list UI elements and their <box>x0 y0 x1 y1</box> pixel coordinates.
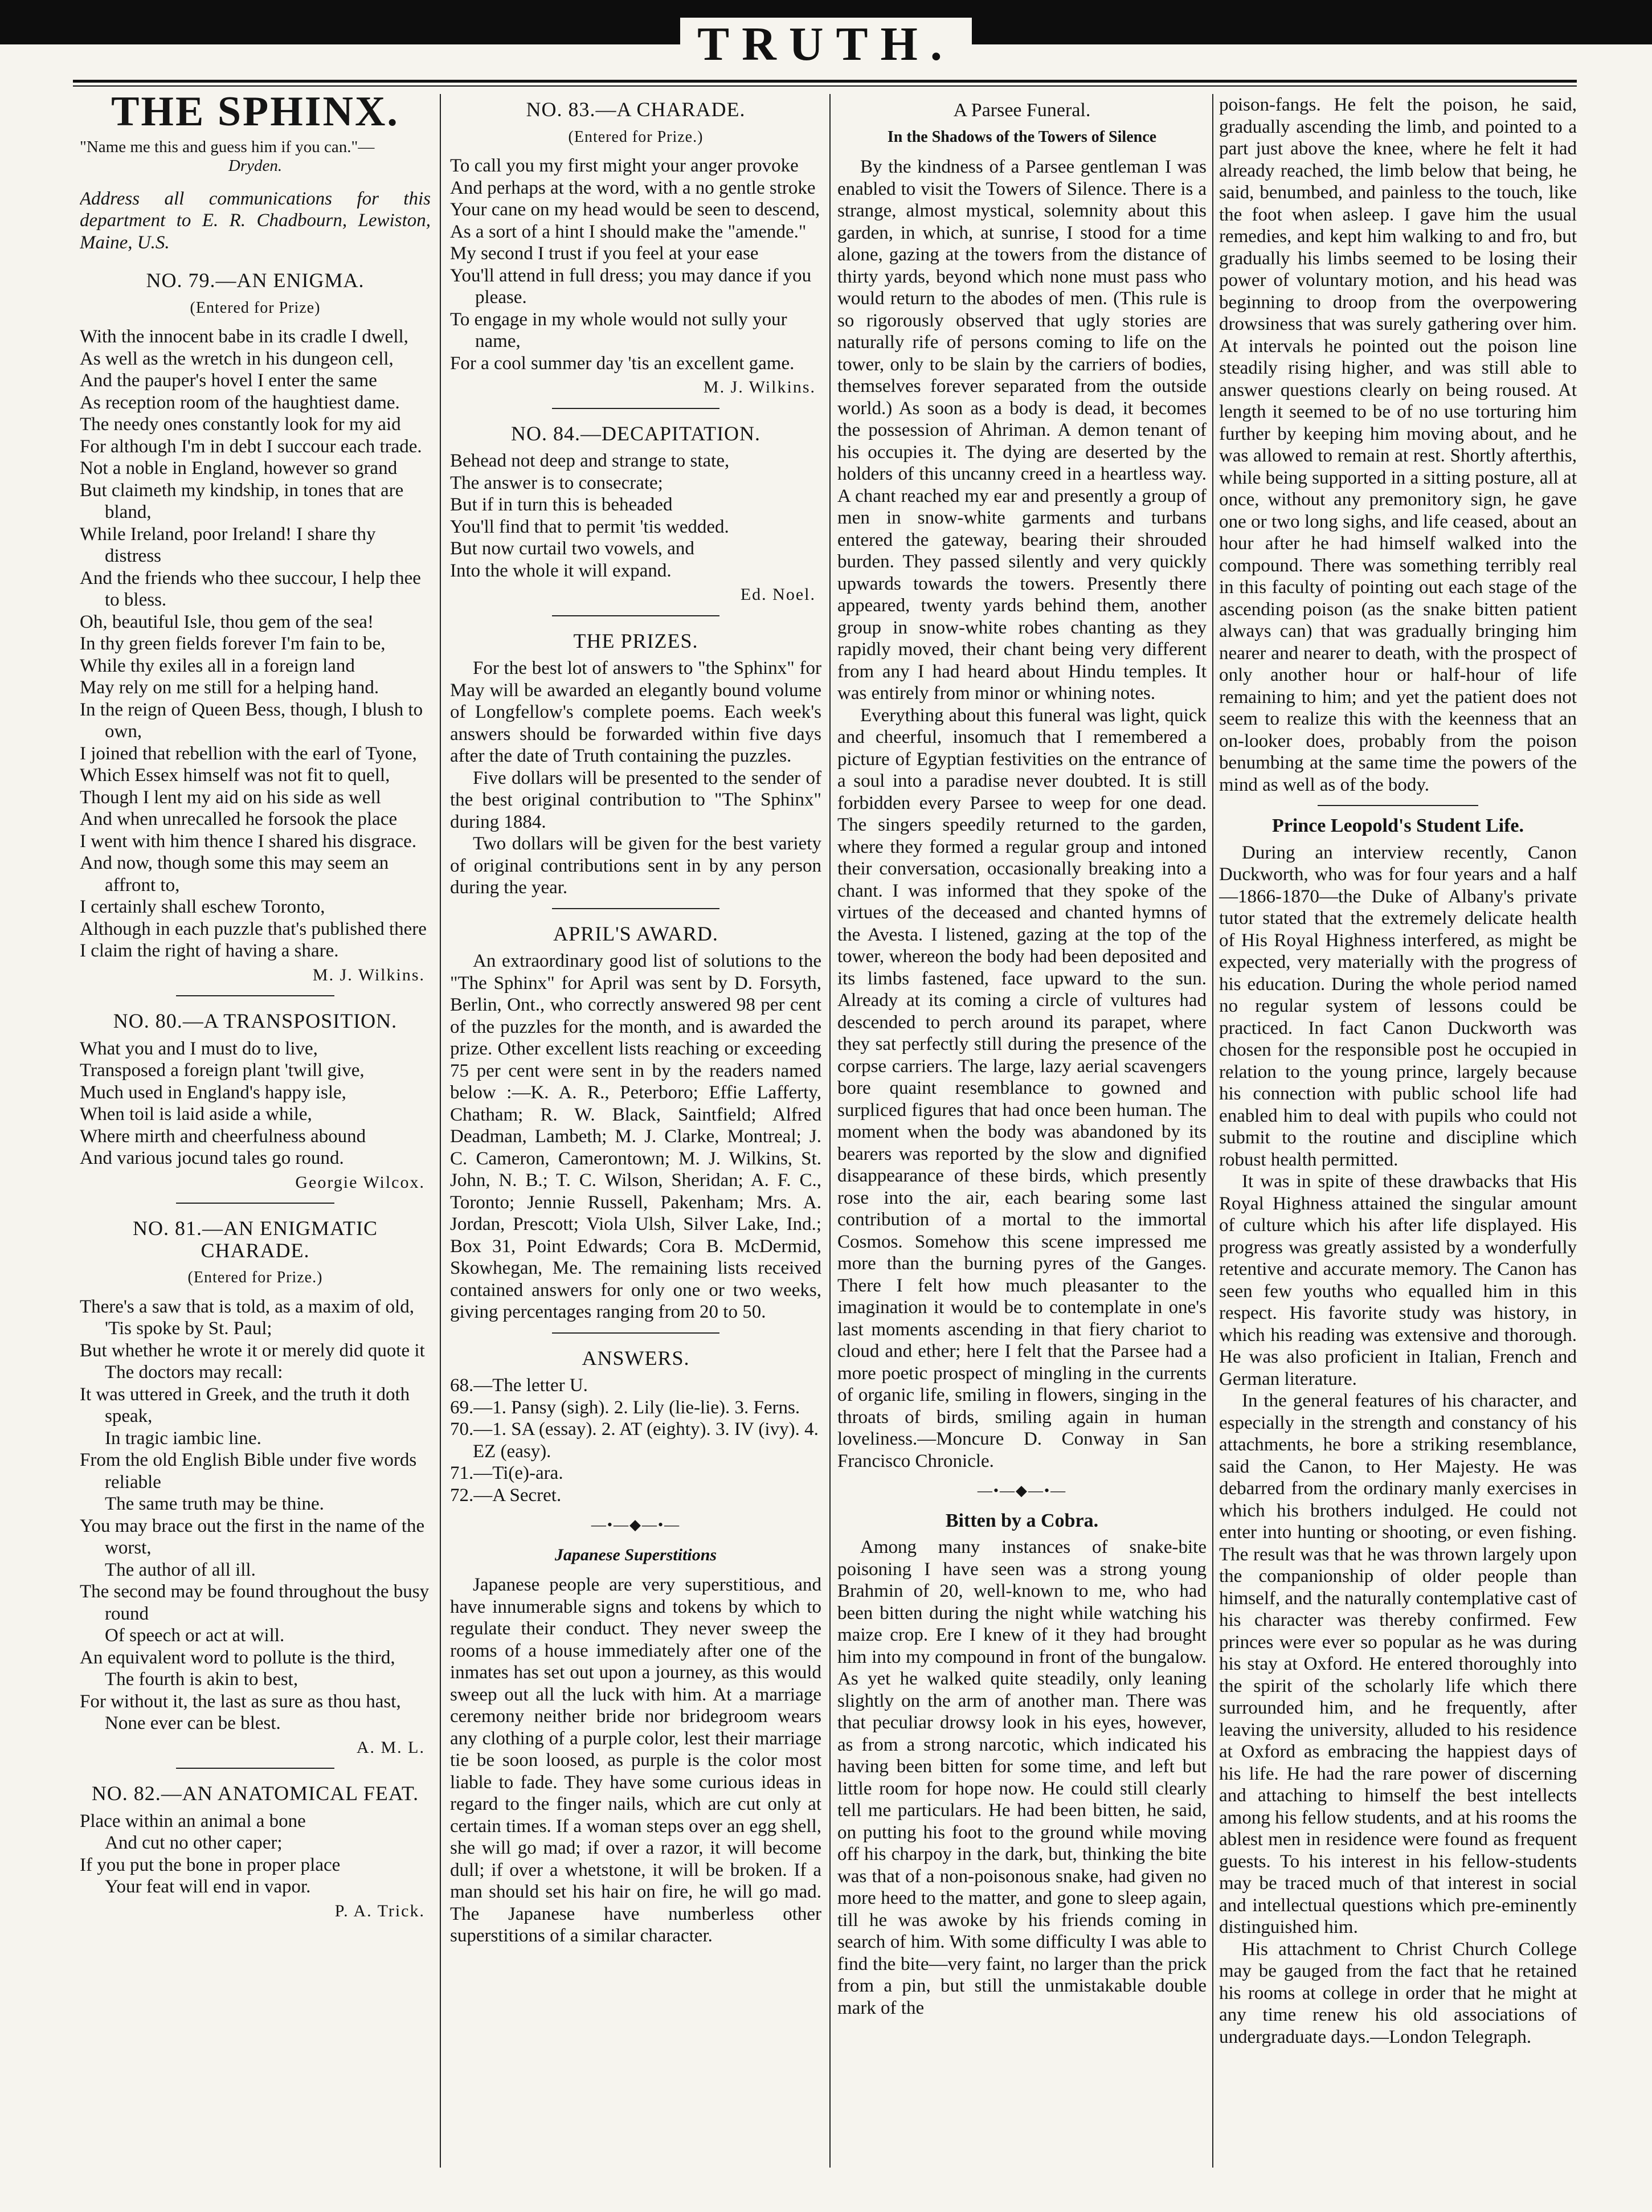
verse-line: Which Essex himself was not fit to quell, <box>80 765 390 786</box>
separator <box>552 908 719 909</box>
column-3 <box>837 94 1207 2168</box>
verse-line: Transposed a foreign plant 'twill give, <box>80 1060 365 1081</box>
verse-line: 'Tis spoke by St. Paul; <box>105 1318 272 1339</box>
verse-line: The same truth may be thine. <box>105 1494 324 1514</box>
column-rule <box>829 94 831 2168</box>
puzzle-84-title: NO. 84.—DECAPITATION. <box>510 422 761 445</box>
verse-line: As a sort of a hint I should make the "amende." <box>450 221 807 242</box>
verse-line: You'll find that to permit 'tis wedded. <box>450 516 729 537</box>
verse-line: But claimeth my kindship, in tones that are bland, <box>80 480 404 522</box>
verse-line: I certainly shall eschew Toronto, <box>80 897 325 917</box>
verse-line: As well as the wretch in his dungeon cell, <box>80 348 394 369</box>
verse-line: The needy ones constantly look for my aid <box>80 414 401 435</box>
separator <box>176 995 334 996</box>
puzzle-81-verse <box>80 1296 431 1735</box>
verse-line: To call you my first might your anger provoke <box>450 156 799 176</box>
puzzle-82-signature: P. A. Trick. <box>334 1901 425 1920</box>
verse-line: The second may be found throughout the busy round <box>80 1581 430 1624</box>
verse-line: As reception room of the haughtiest dame. <box>80 392 400 413</box>
verse-line: And the pauper's hovel I enter the same <box>80 370 377 391</box>
puzzle-81-title: NO. 81.—AN ENIGMATIC CHARADE. <box>133 1217 378 1262</box>
verse-line: Oh, beautiful Isle, thou gem of the sea! <box>80 611 374 632</box>
verse-line: May rely on me still for a helping hand. <box>80 677 379 698</box>
verse-line: From the old English Bible under five words reliable <box>80 1450 417 1493</box>
verse-line: In thy green fields forever I'm fain to be, <box>80 633 386 654</box>
verse-line: Not a noble in England, however so grand <box>80 458 398 479</box>
separator <box>552 615 719 616</box>
verse-line: But if in turn this is beheaded <box>450 494 673 515</box>
verse-line: I went with him thence I shared his disgrace. <box>80 831 417 852</box>
paragraph: Everything about this funeral was light, quick and cheerful, insomuch that I remembered a picture of Egyptian festivities on the entrance of a soul into a paradise never doubted. It is still forbidden every Parsee to weep for one dead. The singers speedily returned to the garden, where they formed a regular group and intoned their conversation, occasionally breaking into a chant. I was informed that they spoke of the virtues of the deceased and chanted hymns of the Avesta. I listened, gazing at the top of the tower, whereon the body had been deposited and its limbs fastened, face upward to the sun. Already at its coming a circle of vultures had descended to perch around its parapet, where they sat perfectly still during the presence of the corpse carriers. The large, lazy aerial scavengers bore quaint resemblance to gowned and surpliced figures that had once been human. The moment when the body was abandoned by its bearers was reported by the slow and dignified disappearance of these birds, which presently rose into the air, each bearing some last contribution of a mortal to the immortal Cosmos. Somehow this scene impressed me more than the burning pyres of the Ganges. There I felt how much pleasanter to the imagination it would be to contemplate in one's last moments ascending in that fiery chariot to cloud and ether; here I felt that the Parsee had a more poetic prospect of mingling in the currents of organic life, smiling in flowers, singing in the throats of birds, smiling again in human loveliness.—Moncure D. Conway in San Francisco Chronicle. <box>837 705 1207 1471</box>
puzzle-81-signature: A. M. L. <box>356 1737 425 1757</box>
puzzle-83-title: NO. 83.—A CHARADE. <box>526 98 746 121</box>
verse-line: To engage in my whole would not sully your name, <box>450 309 787 351</box>
separator <box>552 1332 719 1334</box>
cobra-text: Among many instances of snake-bite poisoning I have seen was a strong young Brahmin of 20, well-known to me, who had been bitten during the night while watching his maize crop. Ere I knew of it they had brought him into my compound in front of the bungalow. As yet he walked quite steadily, only leaning slightly on the arm of another man. There was that peculiar drowsy look in his eyes, however, as from a strong narcotic, which indicated his having been bitten for some time, and left but little room for hope now. He could still clearly tell me particulars. He had been bitten, he said, on putting his foot to the ground while moving off his charpoy in the dark, but, thinking the bite was that of a non-poisonous snake, had given no more heed to the matter, and gone to sleep again, till he was awoke by his friends coming in search of him. With some difficulty I was able to find the bite—very faint, no larger than the prick from a pin, but still the unmistakable double mark of the <box>837 1537 1207 2018</box>
japanese-title: Japanese Superstitions <box>554 1545 717 1564</box>
answer-item: 70.—1. SA (essay). 2. AT (eighty). 3. IV (ivy). 4. EZ (easy). <box>450 1419 819 1462</box>
paragraph: During an interview recently, Canon Duckworth, who was for four years and a half—1866-1870—the Duke of Albany's private tutor stated that the extremely delicate health of His Royal Highness interfered, as might be expected, very materially with the progress of his education. During the whole period named no regular system of lessons could be practiced. In fact Canon Duckworth was chosen for the responsible post he occupied in relation to the young prince, largely because his connection with public school life had enabled him to deal with pupils who could not submit to the routine and discipline which robust health permitted. <box>1219 842 1577 1170</box>
puzzle-83-verse <box>450 155 821 374</box>
puzzle-79-verse <box>80 326 431 962</box>
funeral-subtitle: In the Shadows of the Towers of Silence <box>887 128 1157 146</box>
award-text: An extraordinary good list of solutions to the "The Sphinx" for April was sent by D. Forsyth, Berlin, Ont., who correctly answered 98 per cent of the puzzles for the month, and is awarded the prize. Other excellent lists reaching or exceeding 75 per cent were sent in by the readers named below :—K. A. R., Peterboro; Effie Lafferty, Chatham; R. W. Black, Saintfield; Alfred Deadman, Lambeth; M. J. Clarke, Montreal; J. C. Cameron, Camerontown; M. J. Wilkins, St. John, N. B.; T. C. Wilson, Sheridan; A. F. C., Toronto; Jennie Russell, Pakenham; Mrs. A. Jordan, Prescott; Viola Ulsh, Silver Lake, Ind.; Box 31, Point Edwards; Cora B. McDermid, Skowhegan, Me. The remaining lists received contained answers for only one or two weeks, giving percentages ranging from 20 to 50. <box>450 951 821 1322</box>
verse-line: It was uttered in Greek, and the truth it doth speak, <box>80 1384 410 1426</box>
verse-line: An equivalent word to pollute is the third, <box>80 1647 395 1668</box>
separator <box>1318 805 1479 806</box>
separator <box>552 408 719 409</box>
puzzle-79-signature: M. J. Wilkins. <box>312 965 425 984</box>
verse-line: In the reign of Queen Bess, though, I blush to own, <box>80 699 423 742</box>
funeral-text <box>837 156 1207 1472</box>
separator <box>176 1768 334 1769</box>
verse-line: And the friends who thee succour, I help thee to bless. <box>80 567 421 610</box>
verse-line: With the innocent babe in its cradle I dwell, <box>80 326 408 347</box>
verse-line: The author of all ill. <box>105 1559 256 1580</box>
verse-line: The fourth is akin to best, <box>105 1669 298 1690</box>
answer-item: 69.—1. Pansy (sigh). 2. Lily (lie-lie). 3. Ferns. <box>450 1397 800 1418</box>
verse-line: While thy exiles all in a foreign land <box>80 655 355 676</box>
separator <box>176 1203 334 1204</box>
verse-line: You'll attend in full dress; you may dance if you please. <box>450 265 812 308</box>
column-4 <box>1219 94 1577 2168</box>
column-rule <box>1212 94 1213 2168</box>
verse-line: Your feat will end in vapor. <box>105 1876 311 1897</box>
verse-line: I claim the right of having a share. <box>80 941 339 961</box>
verse-line: Into the whole it will expand. <box>450 560 672 581</box>
puzzle-84-verse <box>450 450 821 582</box>
puzzle-82-title: NO. 82.—AN ANATOMICAL FEAT. <box>91 1782 419 1805</box>
top-rule <box>73 80 1577 83</box>
japanese-text: Japanese people are very superstitious, and have innumerable signs and tokens by which to regulate their conduct. They never sweep the rooms of a house immediately after one of the inmates has set out upon a journey, as this would sweep out all the luck with him. At a marriage ceremony neither bride nor bridegroom wears any clothing of a purple color, lest their marriage tie be soon loosed, as purple is the color most liable to fade. They have some curious ideas in regard to the finger nails, which are cut only at certain times. If a woman steps over an egg shell, she will go mad; if over a razor, it will become dull; if over a whetstone, it will be broken. If a man should set his hair on fire, he will go mad. The Japanese have numberless other superstitions of a similar character. <box>450 1575 821 1946</box>
paragraph: Two dollars will be given for the best variety of original contributions sent in by any person during the year. <box>450 833 821 898</box>
funeral-title: A Parsee Funeral. <box>953 100 1091 121</box>
motto-text: "Name me this and guess him if you can."— <box>80 137 375 156</box>
paragraph: His attachment to Christ Church College may be gauged from the fact that he retained his rooms at college in order that he might at any time renew his old associations of undergraduate days.—London Telegraph. <box>1219 1939 1577 2047</box>
verse-line: For a cool summer day 'tis an excellent game. <box>450 353 795 374</box>
leopold-title: Prince Leopold's Student Life. <box>1271 815 1524 836</box>
verse-line: Place within an animal a bone <box>80 1810 306 1831</box>
cobra-continued: poison-fangs. He felt the poison, he said, gradually ascending the limb, and pointed to a part just above the knee, where he felt it had already reached, the limb below that being, he said, benumbed, and painless to the touch, like the foot when asleep. I gave him the usual remedies, and kept him walking to and fro, but gradually his limbs seemed to be losing their power of voluntary motion, and his head was beginning to droop from the overpowering drowsiness that was surely gathering over him. At intervals he pointed out the poison line steadily rising higher, and was still able to answer questions clearly on being roused. At length it seemed to be of no use torturing him further by keeping him moving about, and he was allowed to remain at rest. Shortly afterthis, while being supported in a sitting posture, all at once, without any premonitory sign, he gave one or two long sighs, and life ceased, about an hour after he had himself walked into the compound. There was something terribly real in this faculty of pointing out each stage of the ascending poison (as the snake bitten patient always can) that was gradually bringing him nearer and nearer to death, with the prospect of only another hour or half-hour of life remaining to him; and yet the patient does not seem to realize this with the keenness that an on-looker does, probably from the poison benumbing at the same time the powers of the mind as well as of the body. <box>1219 95 1577 795</box>
masthead <box>0 0 1652 71</box>
verse-line: Of speech or act at will. <box>105 1625 285 1646</box>
verse-line: I joined that rebellion with the earl of Tyone, <box>80 743 417 764</box>
award-title: APRIL'S AWARD. <box>553 922 718 945</box>
ornament-rule: —•—◆—•— <box>591 1516 681 1533</box>
puzzle-80-title: NO. 80.—A TRANSPOSITION. <box>113 1009 398 1032</box>
sphinx-heading: THE SPHINX. <box>111 94 399 135</box>
verse-line: While Ireland, poor Ireland! I share thy distress <box>80 524 376 566</box>
motto <box>80 138 431 175</box>
verse-line: In tragic iambic line. <box>105 1428 261 1449</box>
puzzle-79-subtitle: (Entered for Prize) <box>190 299 321 317</box>
verse-line: For without it, the last as sure as thou hast, <box>80 1691 401 1712</box>
puzzle-83-signature: M. J. Wilkins. <box>703 378 816 396</box>
verse-line: You may brace out the first in the name of the worst, <box>80 1515 425 1558</box>
puzzle-84-signature: Ed. Noel. <box>740 585 816 604</box>
verse-line: But now curtail two vowels, and <box>450 538 694 559</box>
verse-line: And perhaps at the word, with a no gentle stroke <box>450 177 816 198</box>
column-1 <box>80 94 431 2168</box>
verse-line: Where mirth and cheerfulness abound <box>80 1126 366 1147</box>
verse-line: And cut no other caper; <box>105 1833 283 1853</box>
masthead-title: TRUTH. <box>0 21 1652 68</box>
answers-list <box>450 1375 821 1506</box>
verse-line: Although in each puzzle that's published there <box>80 918 427 939</box>
leopold-text <box>1219 842 1577 2049</box>
column-2 <box>450 94 821 2168</box>
answer-item: 72.—A Secret. <box>450 1485 562 1506</box>
verse-line: The doctors may recall: <box>105 1362 283 1383</box>
answer-item: 71.—Ti(e)-ara. <box>450 1463 563 1483</box>
verse-line: Behead not deep and strange to state, <box>450 451 730 471</box>
puzzle-82-verse <box>80 1810 431 1898</box>
paragraph: By the kindness of a Parsee gentleman I was enabled to visit the Towers of Silence. There is a strange, almost mystical, solemnity about this garden, in which, at sunrise, I stood for a time alone, gazing at the towers from the distance of thirty yards, beyond which none must pass who would return to the abodes of men. (This rule is so rigorously observed that ugly stories are naturally rife of persons coming to life on the tower, only to be slain by the carriers of bodies, themselves forever separated from the outside world.) As soon as a body is dead, it becomes the possession of Ahriman. A demon tenant of his occupies it. The dying are deserted by the holders of this uncanny creed in a heartless way. A chant reached my ear and presently a group of men in snow-white garments and turbans entered the gateway, bearing their shrouded burden. They passed silently and very quickly upwards towards the towers. Presently there appeared, twenty yards behind them, another group in snow-white robes chanting as they rapidly moved, their chant being very different from any I had heard about Hindu temples. It was entirely from minor or whining notes. <box>837 157 1207 704</box>
puzzle-80-signature: Georgie Wilcox. <box>295 1172 425 1192</box>
verse-line: But whether he wrote it or merely did quote it <box>80 1340 425 1361</box>
paragraph: Five dollars will be presented to the sender of the best original contribution to "The Sphinx" during 1884. <box>450 767 821 832</box>
verse-line: For although I'm in debt I succour each trade. <box>80 436 422 457</box>
address-note: Address all communications for this department to E. R. Chadbourn, Lewiston, Maine, U.S. <box>80 188 431 253</box>
top-rule-thin <box>73 85 1577 87</box>
motto-attribution: Dryden. <box>228 156 283 175</box>
verse-line: And when unrecalled he forsook the place <box>80 809 398 829</box>
verse-line: What you and I must do to live, <box>80 1038 318 1059</box>
column-rule <box>440 94 441 2168</box>
paragraph: It was in spite of these drawbacks that His Royal Highness attained the singular amount of culture which his after life displayed. His progress was greatly assisted by a wonderfully retentive and accurate memory. The Canon has seen few youths who equalled him in this respect. His favorite study was history, in which his reading was extensive and thorough. He was also proficient in Italian, French and German literature. <box>1219 1171 1577 1389</box>
paragraph: In the general features of his character, and especially in the strength and constancy of his attachments, he bore a striking resemblance, said the Canon, to Her Majesty. He was debarred from the ordinary manly exercises in which his brothers indulged. He could not enter into hunting or shooting, or even fishing. The result was that he was thrown largely upon the companionship of older people than himself, and the naturally contemplative cast of his character was thereby confirmed. Few princes were ever so popular as he was during his stay at Oxford. He entered thoroughly into the spirit of the scholarly life which there surrounded him, and he frequently, after leaving the university, alluded to his residence at Oxford as embracing the happiest days of his life. He had the rare power of discerning and attaching to himself the best intellects among his fellow students, and at his rooms the ablest men in residence were found as frequent guests. To his interest in his fellow-students may be traced much of that interest in social and intellectual questions which pre-eminently distinguished him. <box>1219 1391 1577 1937</box>
verse-line: And now, though some this may seem an affront to, <box>80 853 389 896</box>
verse-line: If you put the bone in proper place <box>80 1854 341 1875</box>
puzzle-83-subtitle: (Entered for Prize.) <box>568 128 704 146</box>
verse-line: None ever can be blest. <box>105 1713 281 1733</box>
puzzle-80-verse <box>80 1038 431 1170</box>
verse-line: The answer is to consecrate; <box>450 472 663 493</box>
verse-line: Much used in England's happy isle, <box>80 1082 346 1103</box>
puzzle-79-title: NO. 79.—AN ENIGMA. <box>146 269 365 292</box>
verse-line: Your cane on my head would be seen to descend, <box>450 199 820 220</box>
verse-line: And various jocund tales go round. <box>80 1148 344 1168</box>
answers-title: ANSWERS. <box>582 1346 690 1369</box>
cobra-title: Bitten by a Cobra. <box>945 1510 1099 1531</box>
verse-line: There's a saw that is told, as a maxim of old, <box>80 1296 414 1317</box>
puzzle-81-subtitle: (Entered for Prize.) <box>187 1269 323 1286</box>
paragraph: For the best lot of answers to "the Sphinx" for May will be awarded an elegantly bound volume of Longfellow's complete poems. Each week's answers should be forwarded within five days after the date of Truth containing the puzzles. <box>450 658 821 766</box>
ornament-rule: —•—◆—•— <box>977 1482 1067 1499</box>
prizes-text <box>450 657 821 899</box>
verse-line: When toil is laid aside a while, <box>80 1104 312 1125</box>
prizes-title: THE PRIZES. <box>573 629 698 652</box>
answer-item: 68.—The letter U. <box>450 1375 588 1396</box>
verse-line: My second I trust if you feel at your ease <box>450 243 759 264</box>
verse-line: Though I lent my aid on his side as well <box>80 787 381 808</box>
